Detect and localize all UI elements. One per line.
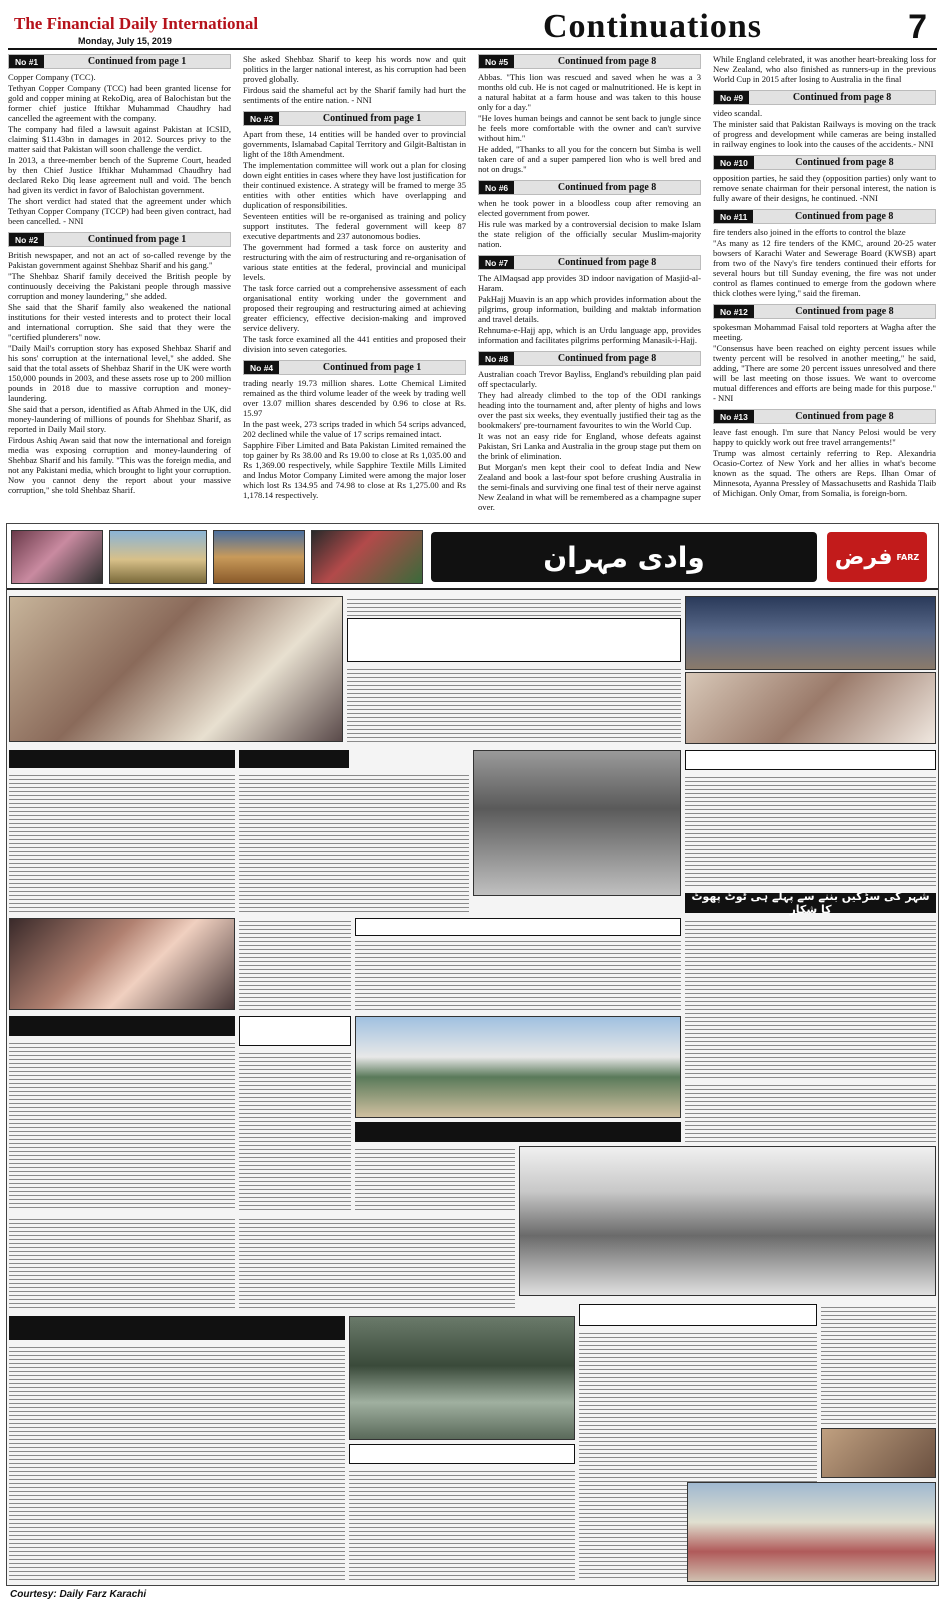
story	[478, 255, 701, 345]
story-left-3	[9, 1216, 235, 1310]
continuation-number: No #13	[714, 410, 754, 423]
continuation-title: Continued from page 8	[795, 306, 894, 317]
paragraph: "The Shehbaz Sharif family deceived the British people by continuously deceiving the Pakistani people through massive corruption and money laundering," she added.	[8, 271, 231, 301]
continuation-title: Continued from page 1	[87, 56, 187, 67]
urdu-supplement	[6, 523, 939, 1586]
shops-photo	[473, 750, 681, 896]
story	[713, 90, 936, 149]
paragraph: "As many as 12 fire tenders of the KMC, around 20-25 water bowsers of Karachi Water and Sewerage Board (KWSB) apart from two of the Navy's fire tenders continued their efforts for several hours but till Sunday evening, the fire was not under control as flames continued to emerge from the godown where thick clothes were lying," said the fireman.	[713, 238, 936, 298]
continuation-number: No #8	[479, 352, 514, 365]
continuation-title: Continued from page 8	[795, 157, 894, 168]
paragraph: Australian coach Trevor Bayliss, England's rebuilding plan paid off spectacularly.	[478, 369, 701, 389]
paragraph: opposition parties, he said they (opposition parties) only want to remove senate chairman for their personal interest, the nation is fully aware of their designs, he continued. -NNI	[713, 173, 936, 203]
column-1	[8, 54, 231, 518]
paragraph: PakHajj Muavin is an app which provides information about the pilgrims, group information, building and maktab information and travel details.	[478, 294, 701, 324]
continued-kicker	[243, 111, 466, 126]
continuation-number: No #9	[714, 91, 749, 104]
story-mid-6	[239, 1216, 515, 1310]
farz-logo	[827, 532, 927, 582]
paragraph: "Daily Mail's corruption story has exposed Shehbaz Sharif and his sons' corruption at the international level," she added. She said that the total assets of Shehbaz Sharif in the UK were worth 150,000 pounds in 2003, and these assets rose up to 200 million pounds in 2018 due to massive corruption and money-laundering.	[8, 343, 231, 403]
story	[478, 351, 701, 512]
paragraph: spokesman Mohammad Faisal told reporters at Wagha after the meeting.	[713, 322, 936, 342]
continued-kicker	[243, 360, 466, 375]
small-photo	[821, 1428, 936, 1478]
paragraph: The AlMaqsad app provides 3D indoor navigation of Masjid-al-Haram.	[478, 273, 701, 293]
continuation-title: Continued from page 1	[322, 362, 422, 373]
officials-photo	[685, 672, 936, 744]
banner-photo-1	[11, 530, 103, 584]
paragraph: The short verdict had stated that the agreement under which Tethyan Copper Company (TCCP) had been given contract, had been cancelled. - NNI	[8, 196, 231, 226]
continued-kicker	[478, 351, 701, 366]
headline-left-1	[9, 750, 235, 768]
injured-photo	[9, 918, 235, 1010]
paragraph: The minister said that Pakistan Railways is moving on the track of progress and development while cameras are being installed in railway engines to look into the causes of the accidents.- NNI	[713, 119, 936, 149]
masthead	[8, 6, 937, 50]
story	[478, 180, 701, 249]
story-mid-2	[239, 918, 351, 1010]
river-photo	[349, 1316, 575, 1440]
continuation-title: Continued from page 8	[557, 182, 657, 193]
paragraph: The company had filed a lawsuit against Pakistan at ICSID, claiming $11.43bn in damages in 2012. Sources privy to the matter said that Pakistan will soon challenge the verdict.	[8, 124, 231, 154]
group-photo	[519, 1146, 936, 1296]
story-left-1	[9, 772, 235, 912]
story	[8, 54, 231, 226]
paragraph: In the past week, 273 scrips traded in which 54 scrips advanced, 202 declined while the value of 17 scrips remained intact.	[243, 419, 466, 439]
story-mid-5	[355, 1146, 515, 1210]
paragraph: While England celebrated, it was another heart-breaking loss for New Zealand, who also finished as runners-up in the previous World Cup in 2015 after losing to Australia in the final	[713, 54, 936, 84]
main-headline	[347, 618, 681, 662]
paragraph: The implementation committee will work out a plan for closing down eight entities in cases where they have lost justification for their continued existence. A strategy will be framed to merge 35 entities with other entities which have overlapping and duplication of responsibilities.	[243, 160, 466, 210]
paragraph: Trump was almost certainly referring to Rep. Alexandria Ocasio-Cortez of New York and her allies in what's become known as the squad. The others are Reps. Ilhan Omar of Minnesota, Ayanna Pressley of Massachusetts and Rashida Tlaib of Michigan. Only Omar, from Somalia, is foreign-born.	[713, 448, 936, 498]
story	[713, 409, 936, 498]
paragraph: Copper Company (TCC).	[8, 72, 96, 82]
continued-kicker	[8, 232, 231, 247]
logo-small-text: FARZ	[896, 552, 920, 562]
continued-kicker	[713, 155, 936, 170]
continued-kicker	[478, 180, 701, 195]
paragraph: He added, "Thanks to all you for the concern but Simba is well taken care of and a super pampered lion who is well bred and not on drugs."	[478, 144, 701, 174]
rally-photo	[687, 1482, 936, 1582]
paragraph: But Morgan's men kept their cool to defeat India and New Zealand and book a last-four spot before crushing Australia in the semi-finals and surviving one final test of their nerve against New Zealand in what will be remembered as a champagne super over.	[478, 462, 701, 512]
paragraph: His rule was marked by a controversial decision to make Islam the state religion of the officially secular Muslim-majority nation.	[478, 219, 701, 249]
paragraph: She asked Shehbaz Sharif to keep his words now and quit politics in the larger national interest, as his corruption had been proved globally.	[243, 54, 466, 84]
continuation-title: Continued from page 8	[794, 211, 894, 222]
continuation-number: No #12	[714, 305, 754, 318]
continued-kicker	[478, 255, 701, 270]
story-right-2	[685, 918, 936, 1078]
column-3	[478, 54, 701, 518]
supplement-title: وادی مہران	[431, 532, 817, 582]
continuation-title: Continued from page 8	[557, 56, 657, 67]
paragraph: It was not an easy ride for England, whose defeats against Pakistan, Sri Lanka and Australia in the group stage put them on the brink of elimination.	[478, 431, 701, 461]
courtesy-line: Courtesy: Daily Farz Karachi	[10, 1589, 147, 1600]
continuation-columns	[8, 54, 937, 518]
continuation-title: Continued from page 1	[87, 234, 187, 245]
paragraph: Sapphire Fiber Limited and Bata Pakistan Limited remained the top gainer by Rs 38.00 and Rs 19.00 to close at Rs 1,035.00 and Rs 1,369.00 respectively, while Sapphire Textile Mills Limited and Indus Motor Company Limited were among the major loser which lost Rs 134.95 and 74.98 to close at Rs 1,275.00 and Rs 1,178.14 respectively.	[243, 440, 466, 500]
paragraph: trading nearly 19.73 million shares. Lotte Chemical Limited remained as the third volume leader of the week by trading well over 13.07 million shares descended by 0.96 to close at Rs. 15.97	[243, 378, 466, 418]
continued-kicker	[8, 54, 231, 69]
continuation-number: No #5	[479, 55, 514, 68]
issue-date: Monday, July 15, 2019	[78, 36, 172, 46]
paragraph: In 2013, a three-member bench of the Supreme Court, headed by then Chief Justice Iftikhar Muhammad Chaudhry had declared Reko Diq lease agreement null and void. The bench had given its verdict in favor of Balochistan government.	[8, 155, 231, 195]
story-mid-3	[355, 938, 681, 1010]
continuation-title: Continued from page 8	[792, 92, 892, 103]
story-mid-4	[239, 1050, 351, 1210]
headline-bottom-right	[579, 1304, 817, 1326]
column-4	[713, 54, 936, 518]
crowd-photo	[685, 596, 936, 670]
story	[713, 54, 936, 84]
headline-mid-1	[239, 750, 349, 768]
column-2	[243, 54, 466, 518]
story-left-2	[9, 1040, 235, 1210]
story-far-right	[821, 1304, 936, 1424]
paragraph: Firdous said the shameful act by the Sharif family had hurt the sentiments of the entire nation. - NNI	[243, 85, 466, 105]
logo-text: فرض	[834, 544, 893, 570]
continuation-title: Continued from page 8	[557, 353, 657, 364]
continued-kicker	[478, 54, 701, 69]
paragraph: "He loves human beings and cannot be sent back to jungle since he feels more comfortable with the owner and can't survive without him."	[478, 113, 701, 143]
paper-name: The Financial Daily International	[14, 14, 259, 33]
continued-kicker	[713, 90, 936, 105]
paragraph: "Consensus have been reached on eighty percent issues while twenty percent will be resolved in another meeting," he said, adding, "There are some 20 percent issues unresolved and there will be last meeting on those issues. We want to overcome mutual differences and efforts are being made for this purpose." - NNI	[713, 343, 936, 403]
story	[243, 111, 466, 354]
headline-mid-2	[355, 918, 681, 936]
story	[713, 209, 936, 298]
headline-right-1	[685, 750, 936, 770]
story-bottom-left	[9, 1344, 345, 1580]
story-right-3	[685, 1082, 936, 1142]
story-right-1	[685, 774, 936, 889]
section-title: Continuations	[543, 8, 762, 45]
continued-kicker	[713, 209, 936, 224]
paragraph: Seventeen entities will be re-organised as training and policy support institutes. The federal government will keep 87 executive departments and 237 autonomous bodies.	[243, 211, 466, 241]
paragraph: Abbas. "This lion was rescued and saved when he was a 3 months old cub. He is not caged or malnutritioned. He is kept in a natural habitat at a farm house and was taken to this house only for a day."	[478, 72, 701, 112]
continuation-number: No #7	[479, 256, 514, 269]
continuation-title: Continued from page 1	[322, 113, 422, 124]
paragraph: Firdous Ashiq Awan said that now the international and foreign media was exposing corruption and money-laundering of Shehbaz Sharif and his family. "This was the foreign media, and not any Pakistani media, which brought to light your corruption. Now you cannot deny the report about your massive corruption," she told Shehbaz Sharif.	[8, 435, 231, 495]
paragraph: Apart from these, 14 entities will be handed over to provincial governments, Islamabad Capital Territory and Gilgit-Baltistan in light of the 18th Amendment.	[243, 129, 466, 159]
continuation-number: No #10	[714, 156, 754, 169]
continuation-number: No #11	[714, 210, 753, 223]
banner-photo-4	[311, 530, 423, 584]
continuation-number: No #3	[244, 112, 279, 125]
paragraph: Tethyan Copper Company (TCC) had been granted license for gold and copper mining at RekoDiq, area of Balochistan but the former chief justice Iftikhar Muhammad Chaudhry had cancelled the agreement with the company.	[8, 83, 231, 123]
story	[8, 232, 231, 495]
continued-kicker	[713, 409, 936, 424]
main-story-text	[347, 666, 681, 744]
hospital-photo	[9, 596, 343, 742]
headline-left-2	[9, 1016, 235, 1036]
headline-right-2: شہر کی سڑکیں بننے سے پہلے ہی ٹوٹ پھوٹ کا شکار	[685, 893, 936, 913]
continuation-number: No #4	[244, 361, 279, 374]
paragraph: The government had formed a task force on austerity and restructuring with the aim of restructuring and re-organisation of various state entities at the federal, provincial and municipal levels.	[243, 242, 466, 282]
paragraph: leave fast enough. I'm sure that Nancy Pelosi would be very happy to quickly work out free travel arrangements!"	[713, 427, 936, 447]
headline-mid-4	[355, 1122, 681, 1142]
paragraph: The task force examined all the 441 entities and proposed their division into seven categories.	[243, 334, 466, 354]
continuation-number: No #1	[9, 55, 44, 68]
story	[713, 155, 936, 203]
paragraph: Rehnuma-e-Hajj app, which is an Urdu language app, provides information and facilitates pilgrims performing Manasik-i-Hajj.	[478, 325, 701, 345]
story	[713, 304, 936, 403]
paragraph: They had already climbed to the top of the ODI rankings heading into the tournament and, after plenty of highs and lows over the past six weeks, they eventually justified their tag as the bookmakers' pre-tournament favourites to win the World Cup.	[478, 390, 701, 430]
paragraph: video scandal.	[713, 108, 763, 118]
continuation-title: Continued from page 8	[557, 257, 657, 268]
paragraph: when he took power in a bloodless coup after removing an elected government from power.	[478, 198, 701, 218]
paragraph: The task force carried out a comprehensive assessment of each organisational entity working under the government and proposed their regrouping and restructuring aimed at achieving greater efficiency, effective decision-making and improved service delivery.	[243, 283, 466, 333]
headline-strip	[347, 596, 681, 616]
paragraph: She said that the Sharif family also weakened the national institutions for their vested interests and to protect their local and international corruption. She said that they were the "certified plunderers" now.	[8, 302, 231, 342]
story-bottom-mid	[349, 1468, 575, 1580]
paragraph: British newspaper, and not an act of so-called revenge by the Pakistan government against Shehbaz Sharif and his gang."	[8, 250, 231, 270]
protest-photo	[355, 1016, 681, 1118]
headline-bottom-left	[9, 1316, 345, 1340]
story	[243, 54, 466, 105]
story	[243, 360, 466, 500]
continuation-number: No #2	[9, 233, 44, 246]
continued-kicker	[713, 304, 936, 319]
paragraph: She said that a person, identified as Aftab Ahmed in the UK, did money-laundering of millions of pounds for Shehbaz Sharif, as reported in Daily Mail story.	[8, 404, 231, 434]
supplement-banner	[7, 524, 938, 590]
story-mid-1	[239, 772, 469, 912]
continuation-number: No #6	[479, 181, 514, 194]
story	[478, 54, 701, 174]
paragraph: fire tenders also joined in the efforts to control the blaze	[713, 227, 906, 237]
banner-photo-3	[213, 530, 305, 584]
continuation-title: Continued from page 8	[795, 411, 894, 422]
headline-bottom-mid	[349, 1444, 575, 1464]
page-number: 7	[908, 8, 927, 46]
headline-mid-3	[239, 1016, 351, 1046]
banner-photo-2	[109, 530, 207, 584]
